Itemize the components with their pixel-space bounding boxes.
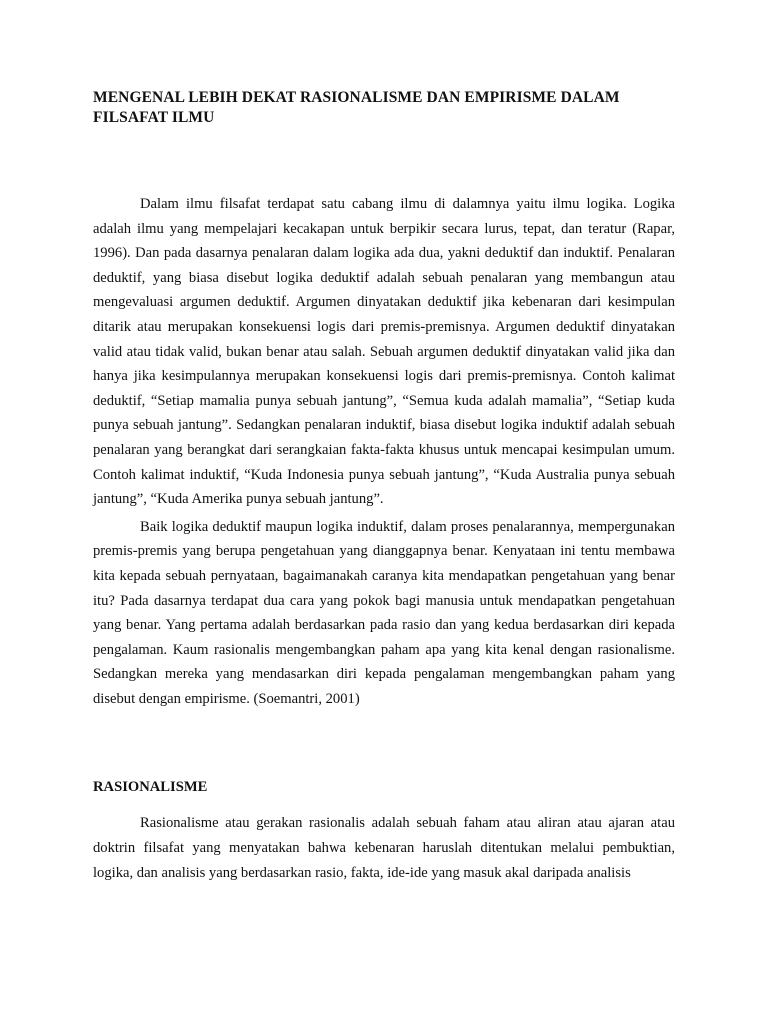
document-title: MENGENAL LEBIH DEKAT RASIONALISME DAN EMPIRISME DALAM FILSAFAT ILMU — [93, 89, 620, 126]
section-heading-rasionalisme: RASIONALISME — [93, 779, 208, 796]
paragraph-knowledge-sources: Baik logika deduktif maupun logika induktif, dalam proses penalarannya, mempergunakan premis-premis yang berupa pengetahuan yang dianggapnya benar. Kenyataan ini tentu membawa kita kepada sebuah pernyataan, bagaimanakah caranya kita mendapatkan pengetahuan yang benar itu? Pada dasarnya terdapat dua cara yang pokok bagi manusia untuk mendapatkan pengetahuan yang benar. Yang pertama adalah berdasarkan pada rasio dan yang kedua berdasarkan diri kepada pengalaman. Kaum rasionalis mengembangkan paham apa yang kita kenal dengan rasionalisme. Sedangkan mereka yang mendasarkan diri kepada pengalaman mengembangkan paham yang disebut dengan empirisme. (Soemantri, 2001) — [93, 518, 675, 707]
paragraph-rasionalisme: Rasionalisme atau gerakan rasionalis adalah sebuah faham atau aliran atau ajaran atau doktrin filsafat yang menyatakan bahwa kebenaran haruslah ditentukan melalui pembuktian, logika, dan analisis yang berdasarkan rasio, fakta, ide-ide yang masuk akal daripada analisis — [93, 815, 675, 881]
paragraph-logic-intro: Dalam ilmu filsafat terdapat satu cabang ilmu di dalamnya yaitu ilmu logika. Logika adalah ilmu yang mempelajari kecakapan untuk berpikir secara lurus, tepat, dan teratur (Rapar, 1996). Dan pada dasarnya penalaran dalam logika ada dua, yakni deduktif dan induktif. Penalaran deduktif, yang biasa disebut logika deduktif adalah sebuah penalaran yang membangun atau mengevaluasi argumen deduktif. Argumen dinyatakan deduktif jika kebenaran dari kesimpulan ditarik atau merupakan konsekuensi logis dari premis-premisnya. Argumen deduktif dinyatakan valid atau tidak valid, bukan benar atau salah. Sebuah argumen deduktif dinyatakan valid jika dan hanya jika kesimpulannya merupakan konsekuensi logis dari premis-premisnya. Contoh kalimat deduktif, “Setiap mamalia punya sebuah jantung”, “Semua kuda adalah mamalia”, “Setiap kuda punya sebuah jantung”. Sedangkan penalaran induktif, biasa disebut logika induktif adalah sebuah penalaran yang berangkat dari serangkaian fakta-fakta khusus untuk mencapai kesimpulan umum. Contoh kalimat induktif, “Kuda Indonesia punya sebuah jantung”, “Kuda Australia punya sebuah jantung”, “Kuda Amerika punya sebuah jantung”. — [93, 196, 675, 508]
document-body — [93, 88, 675, 885]
